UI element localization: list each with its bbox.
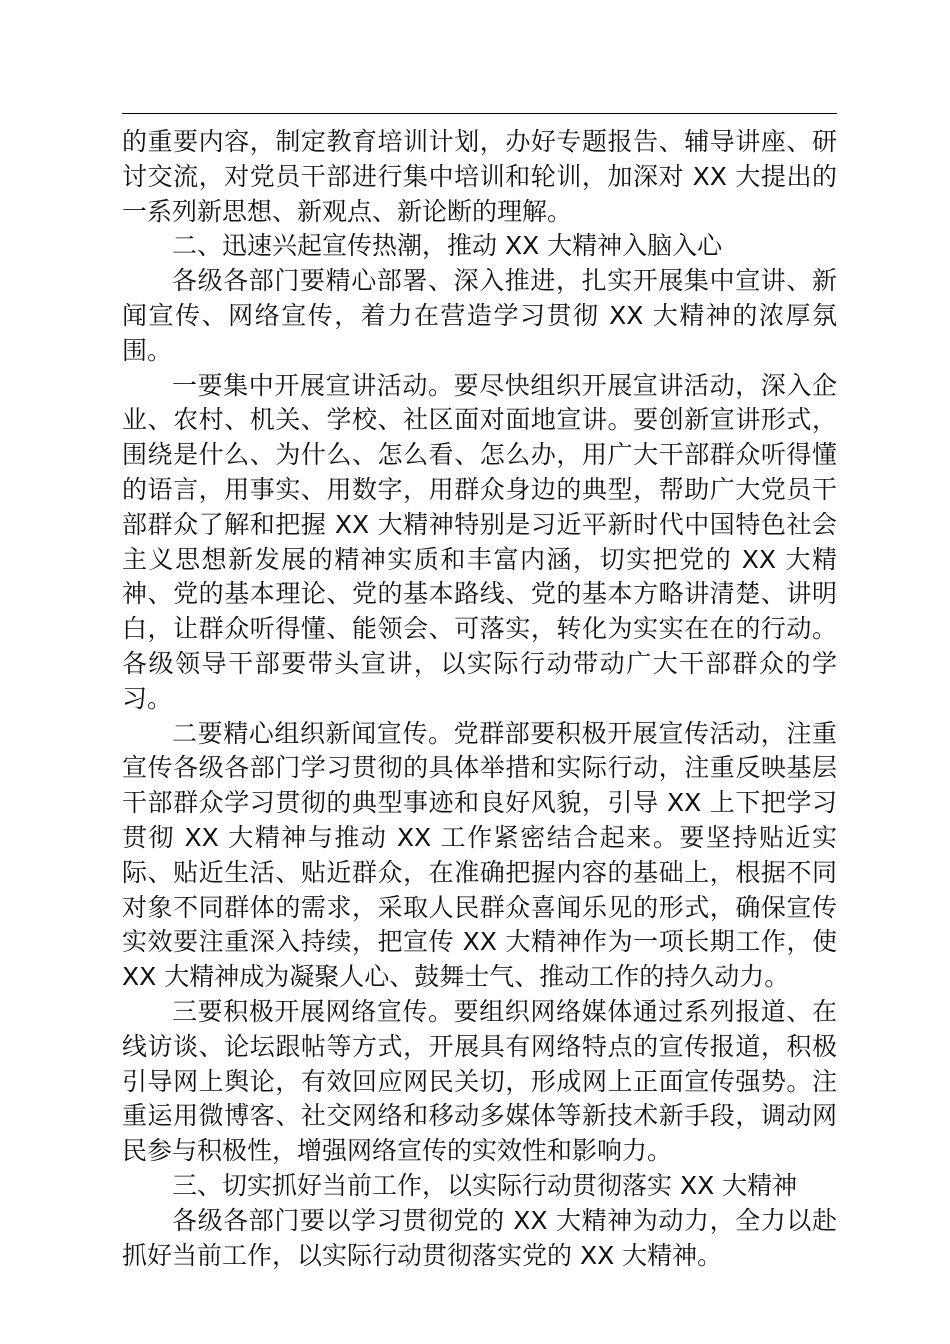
- paragraph-body: 二要精心组织新闻宣传。党群部要积极开展宣传活动，注重宣传各级各部门学习贯彻的具体举措和实际行动，注重反映基层干部群众学习贯彻的典型事迹和良好风貌，引导 XX 上下把学习贯彻 XX 大精神与推动 XX 工作紧密结合起来。要坚持贴近实际、贴近生活、贴近群众，在准确把握内容的基础上，根据不同对象不同群体的需求，采取人民群众喜闻乐见的形式，确保宣传实效要注重深入持续，把宣传 XX 大精神作为一项长期工作，使 XX 大精神成为凝聚人心、鼓舞士气、推动工作的持久动力。: [122, 718, 837, 992]
- header-rule: [122, 113, 837, 114]
- paragraph-continuation: 的重要内容，制定教育培训计划，办好专题报告、辅导讲座、研讨交流，对党员干部进行集中培训和轮训，加深对 XX 大提出的一系列新思想、新观点、新论断的理解。: [122, 127, 837, 226]
- document-body: [122, 125, 837, 1273]
- section-heading-2: 二、迅速兴起宣传热潮，推动 XX 大精神入脑入心: [172, 231, 723, 261]
- paragraph-body: 各级各部门要精心部署、深入推进，扎实开展集中宣讲、新闻宣传、网络宣传，着力在营造学习贯彻 XX 大精神的浓厚氛围。: [122, 266, 837, 365]
- paragraph-body: 三要积极开展网络宣传。要组织网络媒体通过系列报道、在线访谈、论坛跟帖等方式，开展具有网络特点的宣传报道，积极引导网上舆论，有效回应网民关切，形成网上正面宣传强势。注重运用微博客、社交网络和移动多媒体等新技术新手段，调动网民参与积极性，增强网络宣传的实效性和影响力。: [122, 996, 837, 1166]
- paragraph-body: 各级各部门要以学习贯彻党的 XX 大精神为动力，全力以赴抓好当前工作，以实际行动贯彻落实党的 XX 大精神。: [122, 1205, 837, 1270]
- paragraph-body: 一要集中开展宣讲活动。要尽快组织开展宣讲活动，深入企业、农村、机关、学校、社区面对面地宣讲。要创新宣讲形式，围绕是什么、为什么、怎么看、怎么办，用广大干部群众听得懂的语言，用事实、用数字，用群众身边的典型，帮助广大党员干部群众了解和把握 XX 大精神特别是习近平新时代中国特色社会主义思想新发展的精神实质和丰富内涵，切实把党的 XX 大精神、党的基本理论、党的基本路线、党的基本方略讲清楚、讲明白，让群众听得懂、能领会、可落实，转化为实实在在的行动。各级领导干部要带头宣讲，以实际行动带动广大干部群众的学习。: [122, 370, 837, 713]
- section-heading-3: 三、切实抓好当前工作，以实际行动贯彻落实 XX 大精神: [172, 1170, 798, 1200]
